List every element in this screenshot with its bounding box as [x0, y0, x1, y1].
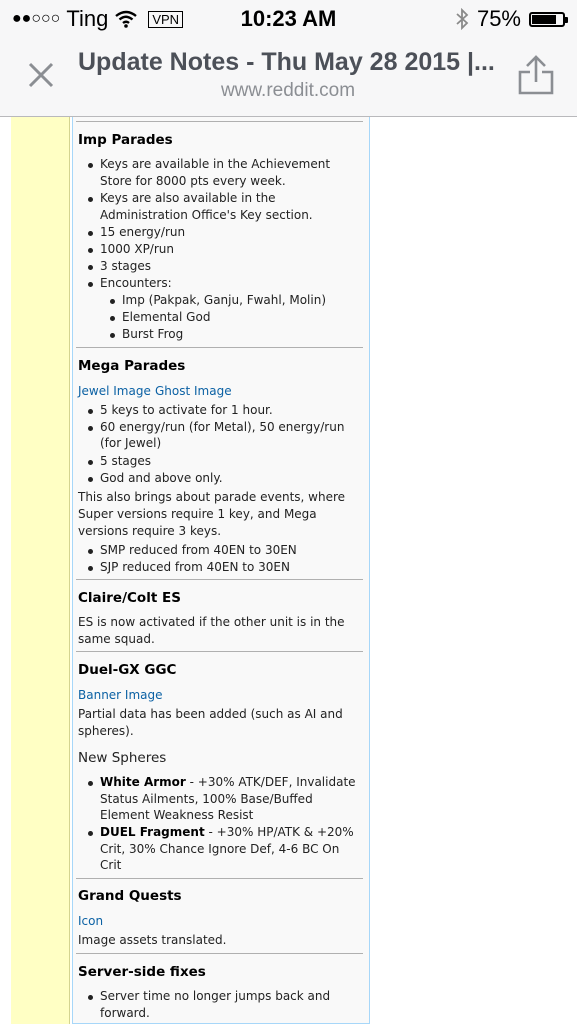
list-item-line: SMP reduced from 40EN to 30EN: [100, 543, 297, 557]
section-divider: [76, 878, 363, 879]
banner-image-link[interactable]: Banner Image: [78, 688, 163, 702]
sphere-desc: - +30% ATK/DEF, Invalidate: [185, 775, 356, 789]
icon-link[interactable]: Icon: [78, 914, 104, 928]
page-title: Update Notes - Thu May 28 2015 |...: [78, 48, 495, 76]
encounter-item: Burst Frog: [122, 327, 184, 341]
bullet: [110, 333, 115, 338]
list-item-line: 1000 XP/run: [100, 242, 174, 256]
ghost-image-link[interactable]: Ghost Image: [155, 384, 232, 398]
sphere-name: White Armor: [100, 775, 186, 789]
list-item-line: 60 energy/run (for Metal), 50 energy/run: [100, 420, 345, 434]
bullet: [88, 282, 93, 287]
encounter-item: Imp (Pakpak, Ganju, Fwahl, Molin): [122, 293, 327, 307]
section-divider: [76, 347, 363, 348]
paragraph-line: ES is now activated if the other unit is in the: [78, 615, 345, 629]
paragraph-line: versions require 3 keys.: [78, 524, 222, 538]
close-icon[interactable]: [26, 60, 56, 90]
sphere-item-line: Status Ailments, 100% Base/Buffed: [100, 792, 313, 806]
bullet: [88, 426, 93, 431]
section-divider: [76, 579, 363, 580]
status-right: [455, 6, 565, 32]
section-divider: [76, 651, 363, 652]
section-divider: [76, 953, 363, 954]
list-item-line: God and above only.: [100, 471, 223, 485]
bullet: [88, 460, 93, 465]
yellow-sidebar: [11, 117, 70, 1024]
status-bar: [0, 0, 577, 38]
sphere-item-line: Element Weakness Resist: [100, 808, 254, 822]
section-heading-imp-parades: Imp Parades: [78, 132, 173, 148]
paragraph-line: Super versions require 1 key, and Mega: [78, 507, 317, 521]
paragraph-line: Partial data has been added (such as AI and: [78, 707, 343, 721]
carrier-name: Ting: [66, 6, 109, 31]
bullet: [88, 477, 93, 482]
bullet: [110, 299, 115, 304]
sphere-desc: - +30% HP/ATK & +20%: [204, 825, 354, 839]
list-item-line: (for Jewel): [100, 436, 162, 450]
vpn-badge: VPN: [148, 11, 183, 28]
sphere-name: DUEL Fragment: [100, 825, 205, 839]
section-heading-claire-colt: Claire/Colt ES: [78, 590, 181, 606]
list-item-line: Keys are available in the Achievement: [100, 157, 331, 171]
bullet: [88, 995, 93, 1000]
paragraph-line: spheres).: [78, 724, 134, 738]
list-item-line: 3 stages: [100, 259, 152, 273]
list-item-line: forward.: [100, 1006, 150, 1020]
section-heading-duel-gx: Duel-GX GGC: [78, 662, 177, 678]
bullet: [88, 197, 93, 202]
jewel-image-link[interactable]: Jewel Image: [78, 384, 151, 398]
section-divider: [76, 121, 363, 122]
browser-navbar: [0, 38, 577, 117]
bullet: [88, 831, 93, 836]
page-content[interactable]: [0, 117, 577, 1024]
list-item-line: 5 keys to activate for 1 hour.: [100, 403, 273, 417]
sphere-item-line: Crit, 30% Chance Ignore Def, 4-6 BC On: [100, 842, 340, 856]
bullet: [110, 316, 115, 321]
bullet: [88, 566, 93, 571]
list-item-line: Administration Office's Key section.: [100, 208, 313, 222]
encounter-item: Elemental God: [122, 310, 211, 324]
bullet: [88, 781, 93, 786]
bullet: [88, 248, 93, 253]
section-heading-grand-quests: Grand Quests: [78, 888, 182, 904]
subheading-new-spheres: New Spheres: [78, 750, 167, 766]
paragraph-line: Image assets translated.: [78, 933, 227, 947]
sphere-item-line: Crit: [100, 858, 122, 872]
bullet: [88, 265, 93, 270]
bluetooth-icon: [455, 8, 469, 30]
signal-strength-icon: ●●○○○: [12, 10, 61, 27]
sphere-item-line: [100, 824, 354, 841]
bullet: [88, 231, 93, 236]
list-item-line: 15 energy/run: [100, 225, 186, 239]
list-item-line: Keys are also available in the: [100, 191, 276, 205]
list-item-line: Encounters:: [100, 276, 172, 290]
bullet: [88, 409, 93, 414]
paragraph-line: This also brings about parade events, where: [78, 490, 346, 504]
list-item-line: Server time no longer jumps back and: [100, 989, 331, 1003]
clock: 10:23 AM: [240, 6, 337, 31]
page-url[interactable]: www.reddit.com: [220, 80, 356, 101]
sphere-item-line: [100, 774, 356, 791]
list-item-line: 5 stages: [100, 454, 152, 468]
bullet: [88, 163, 93, 168]
list-item-line: Store for 8000 pts every week.: [100, 174, 286, 188]
paragraph-line: same squad.: [78, 632, 155, 646]
share-icon[interactable]: [516, 54, 556, 96]
section-heading-server-fixes: Server-side fixes: [78, 964, 206, 980]
section-heading-mega-parades: Mega Parades: [78, 358, 186, 374]
bullet: [88, 549, 93, 554]
battery-percent: 75%: [476, 6, 521, 31]
list-item-line: SJP reduced from 40EN to 30EN: [100, 560, 290, 574]
battery-icon: [529, 12, 565, 27]
